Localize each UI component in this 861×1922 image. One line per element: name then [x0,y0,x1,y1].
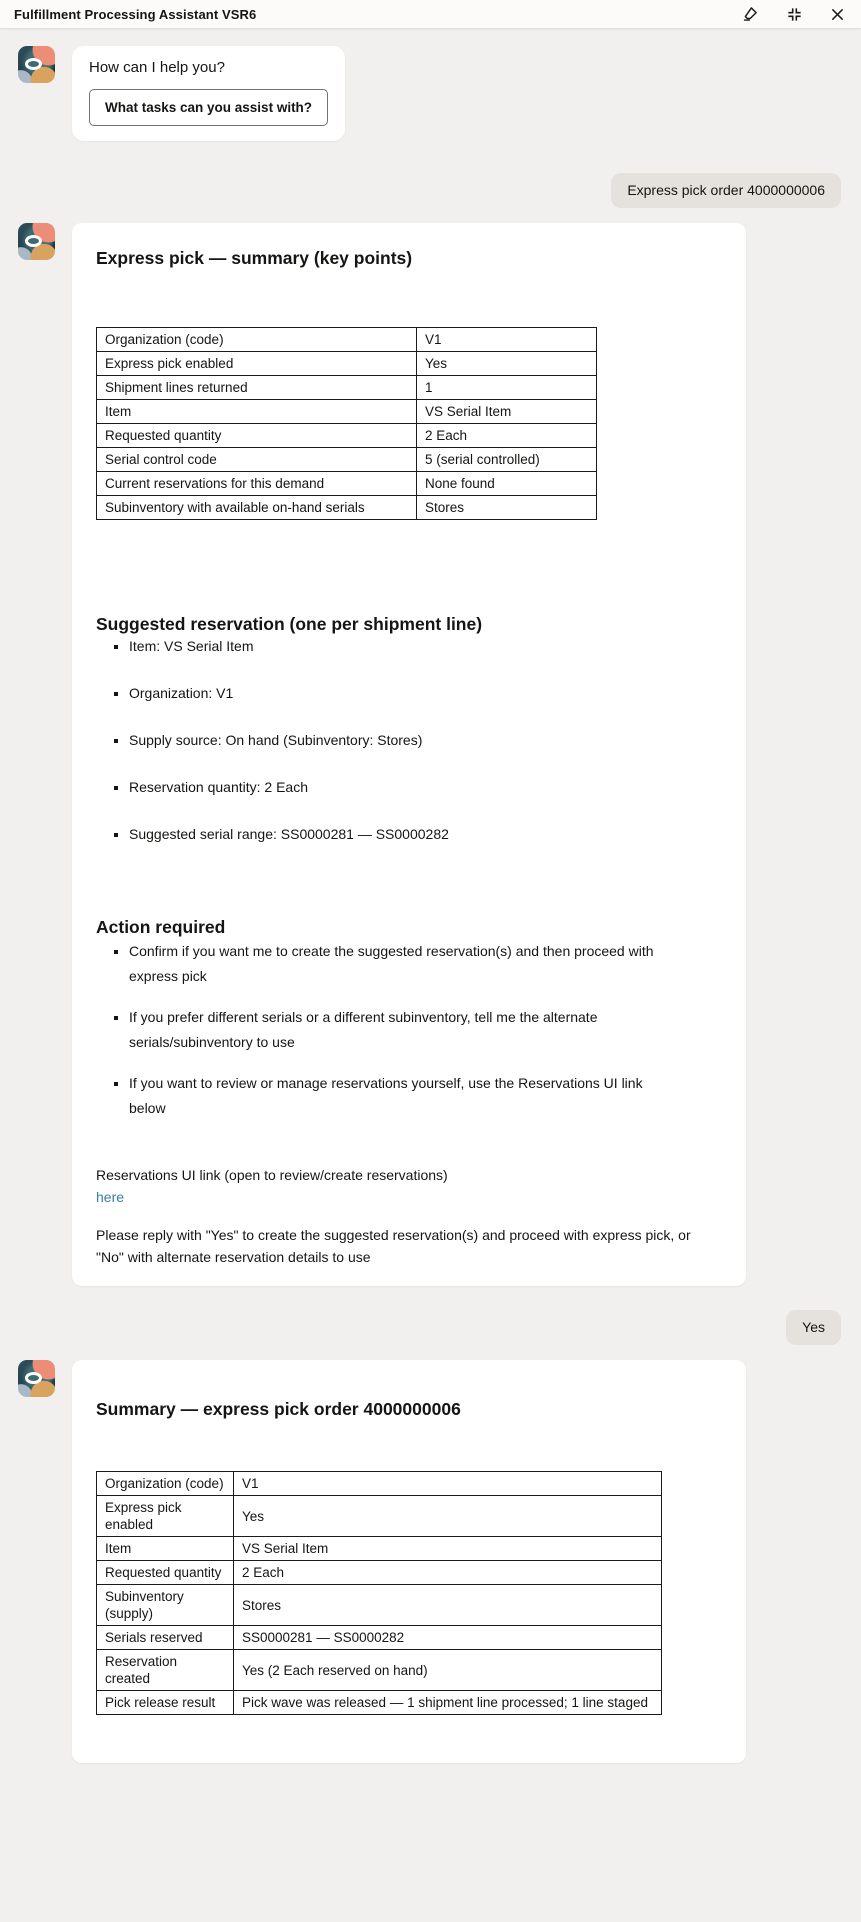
table-row [97,472,597,496]
row-label: Reservation created [97,1650,234,1691]
app-title: Fulfillment Processing Assistant VSR6 [14,6,257,22]
reservation-heading: Suggested reservation (one per shipment line) [96,614,483,634]
oracle-logo-ring [25,1372,42,1384]
row-value: VS Serial Item [234,1537,662,1561]
list-item: ▪ If you prefer different serials or a different subinventory, tell me the alternate serials/subinventory to use [129,1005,656,1055]
action-points-list [96,939,656,1121]
bot-message-final-summary [18,1360,841,1763]
row-label: Subinventory (supply) [97,1585,234,1626]
row-value: Yes [417,352,597,376]
header-actions [741,5,845,23]
row-value: Yes [234,1496,662,1537]
assistant-avatar [18,223,55,260]
table-row [97,1585,662,1626]
reservations-ui-link[interactable]: here [96,1189,125,1205]
table-row [97,496,597,520]
oracle-logo-ring [25,235,42,247]
assistant-avatar [18,1360,55,1397]
row-value: V1 [234,1472,662,1496]
reservation-points-list [96,636,718,844]
row-value: 5 (serial controlled) [417,448,597,472]
confirm-prompt: Please reply with "Yes" to create the suggested reservation(s) and proceed with express pick, or "No" with alternate reservation details to use [96,1227,691,1265]
list-item: ▪ Organization: V1 [129,683,718,703]
user-message-yes: Yes [786,1310,841,1345]
table-row [97,1537,662,1561]
row-value: SS0000281 — SS0000282 [234,1626,662,1650]
chat-transcript [0,28,861,1763]
table-row [97,1650,662,1691]
row-label: Express pick enabled [97,1496,234,1537]
row-label: Requested quantity [97,1561,234,1585]
row-value: 1 [417,376,597,400]
row-value: Stores [417,496,597,520]
user-message-express-pick: Express pick order 4000000006 [611,173,841,208]
table-row [97,424,597,448]
row-label: Requested quantity [97,424,417,448]
table-row [97,448,597,472]
bot-message-greeting [18,46,841,141]
oracle-logo-ring [25,58,42,70]
final-summary-table [96,1471,662,1715]
row-value: None found [417,472,597,496]
row-label: Item [97,1537,234,1561]
row-label: Item [97,400,417,424]
action-required-heading: Action required [96,917,226,937]
greeting-text: How can I help you? [89,59,225,76]
list-item: ▪ Confirm if you want me to create the suggested reservation(s) and then proceed with express pick [129,939,656,989]
eraser-icon [741,5,759,23]
bot-message-summary [18,223,841,1286]
collapse-window-button[interactable] [786,6,803,23]
row-value: 2 Each [234,1561,662,1585]
chat-window-header [0,0,861,28]
row-value: Yes (2 Each reserved on hand) [234,1650,662,1691]
final-summary-heading: Summary — express pick order 4000000006 [96,1399,461,1419]
list-item: ▪ Item: VS Serial Item [129,636,718,656]
user-message-row [18,1310,841,1345]
close-icon [830,7,845,22]
row-label: Current reservations for this demand [97,472,417,496]
assistant-avatar [18,46,55,83]
row-label: Shipment lines returned [97,376,417,400]
row-value: V1 [417,328,597,352]
row-label: Serials reserved [97,1626,234,1650]
table-row [97,1472,662,1496]
reservations-ui-link-caption: Reservations UI link (open to review/create reservations) [96,1167,448,1183]
row-label: Pick release result [97,1691,234,1715]
close-window-button[interactable] [830,7,845,22]
quick-action-button[interactable]: What tasks can you assist with? [89,89,328,126]
table-row [97,352,597,376]
user-message-row [18,173,841,208]
table-row [97,376,597,400]
row-label: Organization (code) [97,328,417,352]
final-summary-card [72,1360,746,1763]
row-value: VS Serial Item [417,400,597,424]
clear-conversation-button[interactable] [741,5,759,23]
table-row [97,1561,662,1585]
list-item: ▪ If you want to review or manage reservations yourself, use the Reservations UI link below [129,1071,656,1121]
row-label: Organization (code) [97,1472,234,1496]
table-row [97,400,597,424]
list-item: ▪ Reservation quantity: 2 Each [129,777,718,797]
list-item: ▪ Suggested serial range: SS0000281 — SS0000282 [129,824,718,844]
express-pick-summary-card [72,223,746,1286]
list-item: ▪ Supply source: On hand (Subinventory: Stores) [129,730,718,750]
row-label: Serial control code [97,448,417,472]
table-row [97,1626,662,1650]
summary-heading: Express pick — summary (key points) [96,248,413,268]
summary-table [96,327,597,520]
table-row [97,1691,662,1715]
collapse-icon [786,6,803,23]
row-value: Stores [234,1585,662,1626]
row-label: Express pick enabled [97,352,417,376]
greeting-bubble [72,46,345,141]
row-value: Pick wave was released — 1 shipment line processed; 1 line staged [234,1691,662,1715]
row-value: 2 Each [417,424,597,448]
table-row [97,328,597,352]
table-row [97,1496,662,1537]
row-label: Subinventory with available on-hand serials [97,496,417,520]
